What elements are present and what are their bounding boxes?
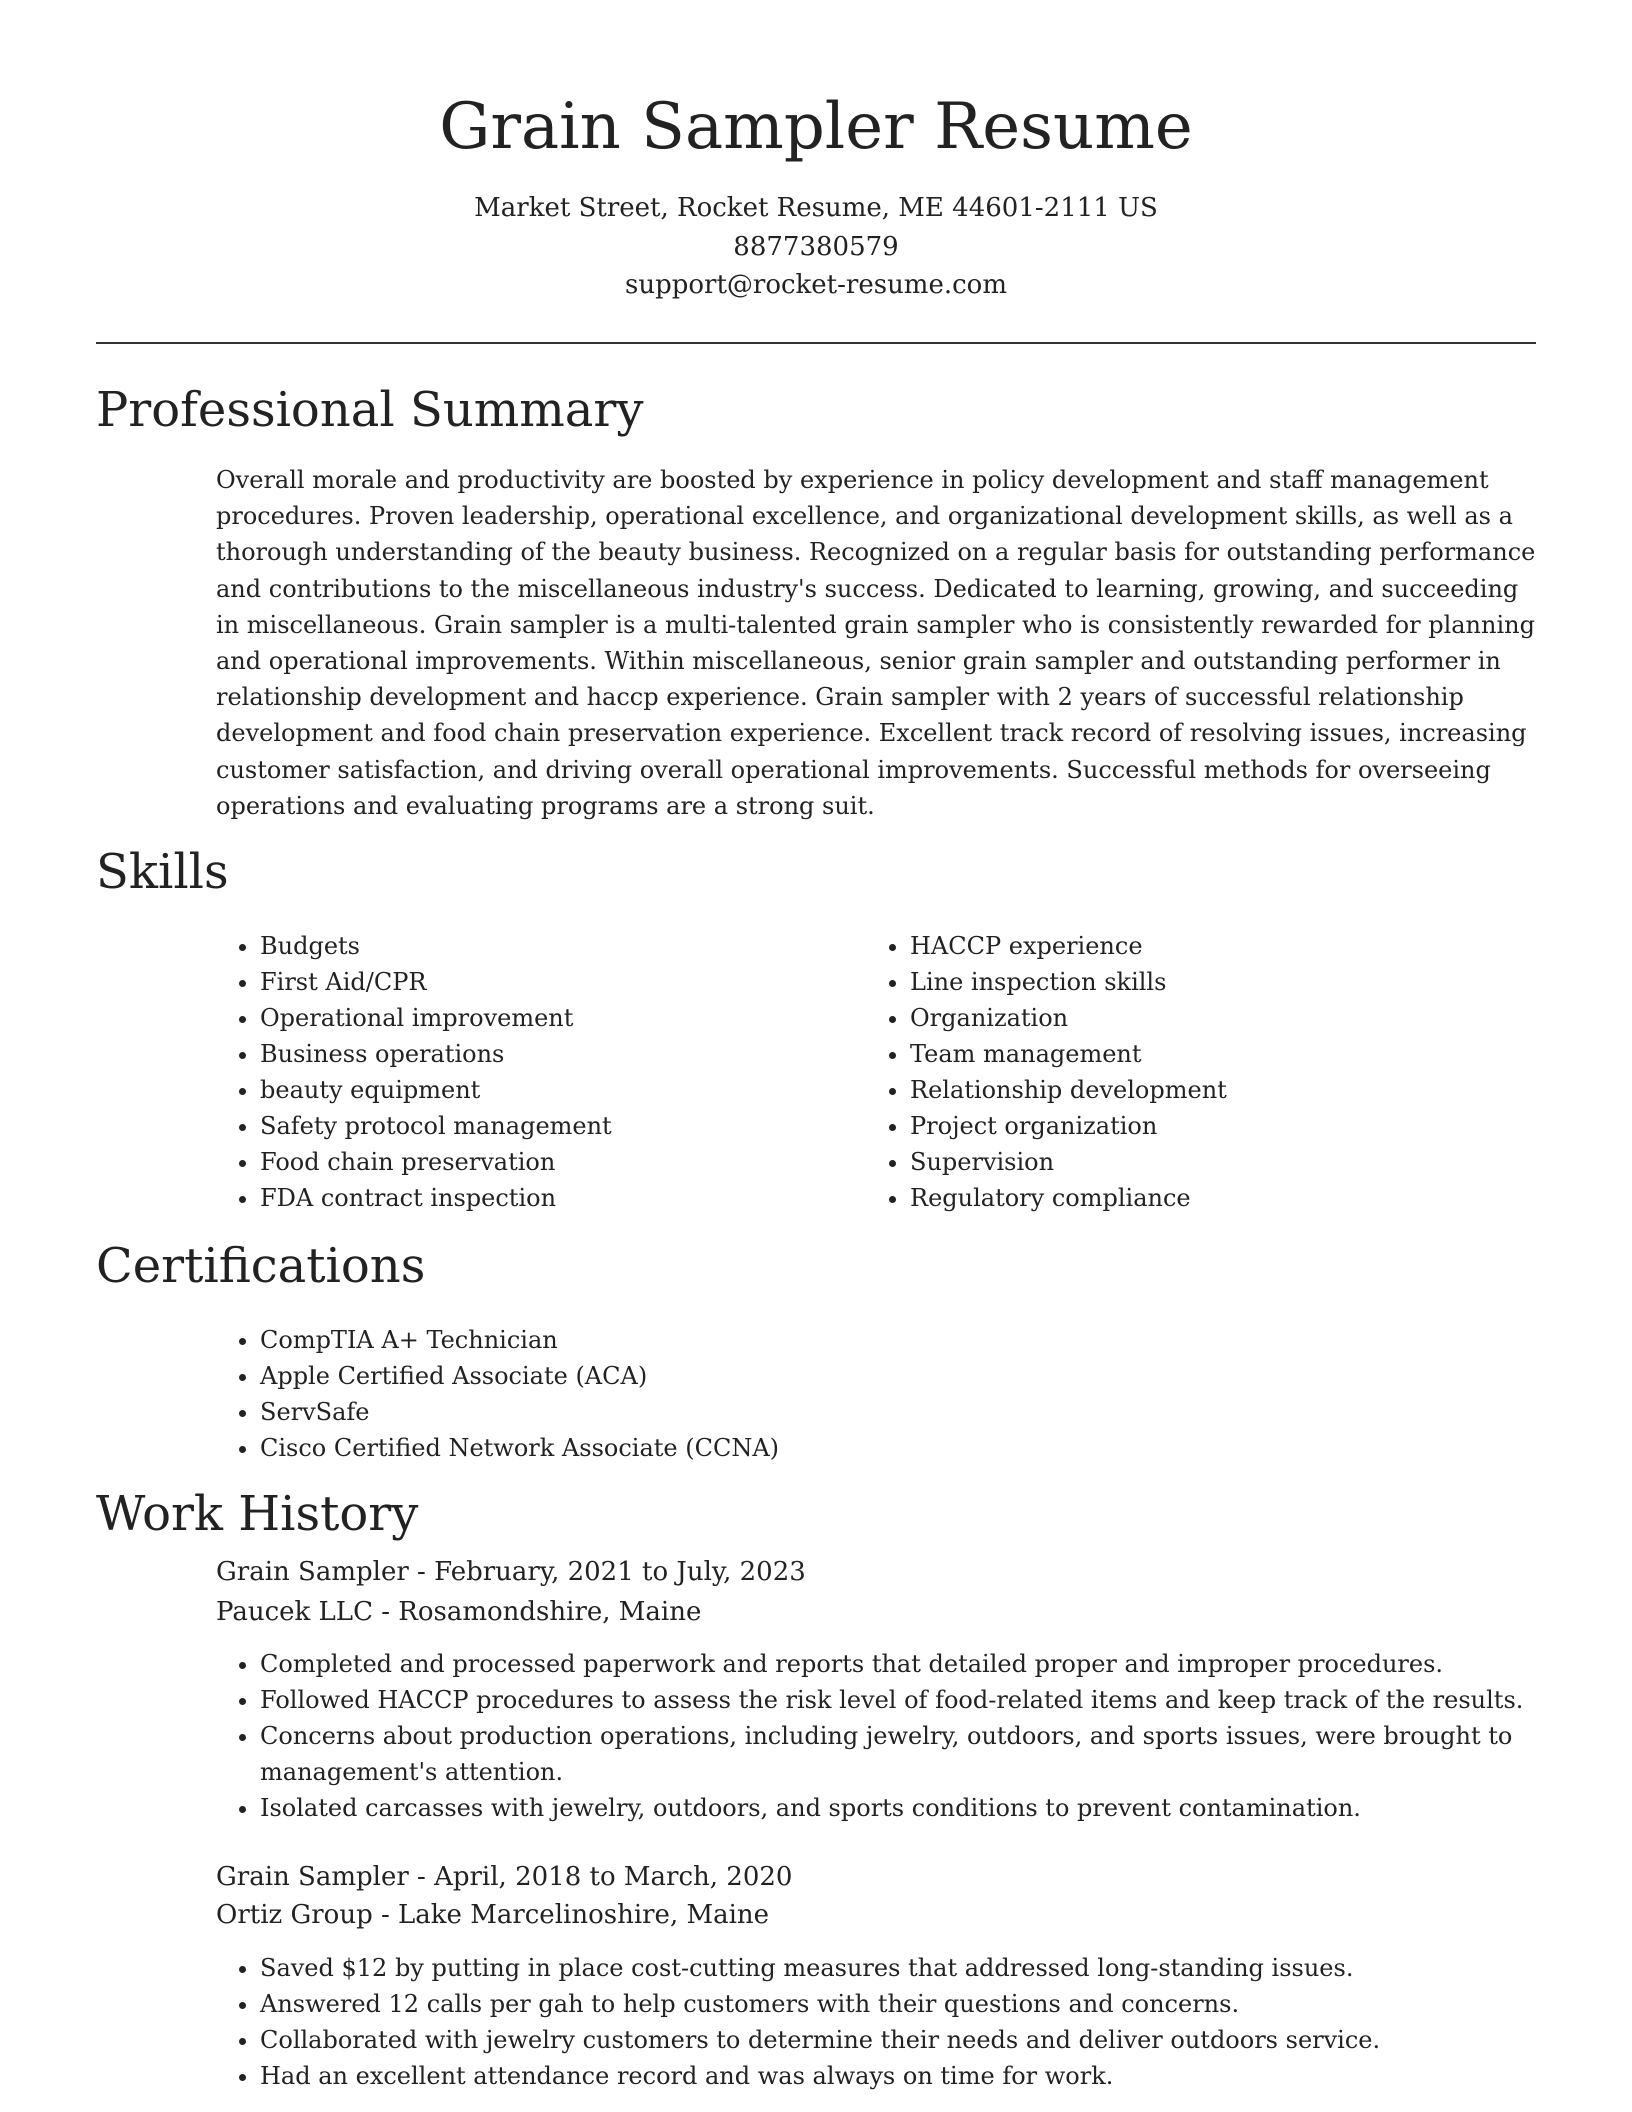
work-history-heading: Work History [96,1486,419,1542]
job-bullet: • Completed and processed paperwork and reports that detailed proper and improper procedures. [260,1646,1580,1682]
job-bullet: • Had an excellent attendance record and was always on time for work. [260,2058,1580,2094]
job-company-line: Paucek LLC - Rosamondshire, Maine [216,1597,702,1627]
skill-item: • Project organization [910,1108,1510,1144]
contact-address: Market Street, Rocket Resume, ME 44601-2111 US [474,193,1158,223]
certification-item: • CompTIA A+ Technician [260,1322,1580,1358]
skill-item: • Supervision [910,1144,1510,1180]
skills-heading: Skills [96,844,229,900]
skill-item: • beauty equipment [260,1072,860,1108]
job-bullet: • Followed HACCP procedures to assess the risk level of food-related items and keep track of the results. [260,1682,1580,1718]
skill-item: • Team management [910,1036,1510,1072]
job-company-line: Ortiz Group - Lake Marcelinoshire, Maine [216,1900,770,1930]
certifications-list [216,1322,1580,1466]
skill-item: • Line inspection skills [910,964,1510,1000]
job-bullet: • Isolated carcasses with jewelry, outdoors, and sports conditions to prevent contamination. [260,1790,1580,1826]
contact-email: support@rocket-resume.com [624,270,1007,300]
summary-heading: Professional Summary [96,382,644,438]
job-bullets [216,1646,1580,1826]
contact-phone: 8877380579 [733,232,899,262]
header-divider [96,342,1536,344]
certification-item: • Cisco Certified Network Associate (CCNA) [260,1430,1580,1466]
skill-item: • Organization [910,1000,1510,1036]
certification-item: • Apple Certified Associate (ACA) [260,1358,1580,1394]
skills-list-right [866,928,1510,1216]
job-bullet: • Answered 12 calls per gah to help customers with their questions and concerns. [260,1986,1580,2022]
job-bullet: • Saved $12 by putting in place cost-cutting measures that addressed long-standing issues. [260,1950,1580,1986]
job-bullet: • Collaborated with jewelry customers to determine their needs and deliver outdoors service. [260,2022,1580,2058]
skill-item: • Operational improvement [260,1000,860,1036]
skill-item: • FDA contract inspection [260,1180,860,1216]
skill-item: • Regulatory compliance [910,1180,1510,1216]
skill-item: • First Aid/CPR [260,964,860,1000]
resume-title: Grain Sampler Resume [439,90,1193,164]
certifications-heading: Certifications [96,1238,426,1294]
skill-item: • Relationship development [910,1072,1510,1108]
skills-list-left [216,928,860,1216]
job-bullet: • Concerns about production operations, including jewelry, outdoors, and sports issues, were brought to management's attention. [260,1718,1580,1790]
job-title-line: Grain Sampler - February, 2021 to July, 2023 [216,1557,806,1587]
skill-item: • Safety protocol management [260,1108,860,1144]
skill-item: • Food chain preservation [260,1144,860,1180]
job-title-line: Grain Sampler - April, 2018 to March, 2020 [216,1862,793,1892]
skill-item: • Business operations [260,1036,860,1072]
summary-text: Overall morale and productivity are boosted by experience in policy development and staff management procedures. Proven leadership, operational excellence, and organizational development skills, as well as a thorough understanding of the beauty business. Recognized on a regular basis for outstanding performance and contributions to the miscellaneous industry's success. Dedicated to learning, growing, and succeeding in miscellaneous. Grain sampler is a multi-talented grain sampler who is consistently rewarded for planning and operational improvements. Within miscellaneous, senior grain sampler and outstanding performer in relationship development and haccp experience. Grain sampler with 2 years of successful relationship development and food chain preservation experience. Excellent track record of resolving issues, increasing customer satisfaction, and driving overall operational improvements. Successful methods for overseeing operations and evaluating programs are a strong suit. [216,466,1536,820]
job-bullets [216,1950,1580,2094]
skill-item: • Budgets [260,928,860,964]
certification-item: • ServSafe [260,1394,1580,1430]
skill-item: • HACCP experience [910,928,1510,964]
